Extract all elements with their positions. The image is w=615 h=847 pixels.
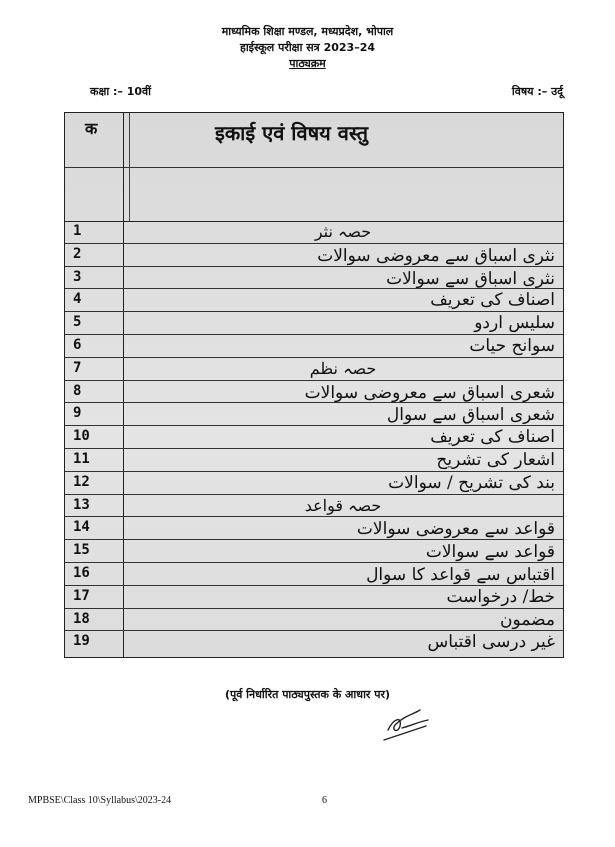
unit-content: اقتباس سے قواعد کا سوال: [366, 564, 555, 585]
unit-content: غیر درسی اقتباس: [427, 632, 555, 653]
header-column-divider: [129, 113, 130, 221]
row-number: 12: [73, 473, 90, 490]
table-row: [65, 244, 563, 267]
unit-content: سوانح حیات: [469, 335, 555, 356]
row-number: 13: [73, 496, 90, 513]
signature-icon: [380, 700, 440, 745]
row-number: 18: [73, 610, 90, 627]
row-number: 11: [73, 450, 90, 467]
table-row: [65, 495, 563, 518]
unit-content: نثری اسباق سے سوالات: [386, 268, 555, 289]
row-number: 5: [73, 314, 82, 331]
class-label: कक्षा :– 10वीं: [90, 85, 152, 98]
syllabus-title: पाठ्यक्रम: [289, 57, 326, 70]
row-number: 3: [73, 268, 82, 285]
table-row: [65, 540, 563, 563]
unit-content: قواعد سے سوالات: [425, 542, 555, 563]
unit-content: قواعد سے معروضی سوالات: [356, 519, 555, 540]
page-number: 6: [322, 795, 327, 806]
unit-content: بند کی تشریح / سوالات: [388, 472, 555, 493]
board-name: माध्यमिक शिक्षा मण्डल, मध्यप्रदेश, भोपाल: [221, 25, 394, 38]
table-row: [65, 609, 563, 632]
unit-content: اصناف کی تعریف: [430, 427, 555, 448]
unit-content: مضمون: [500, 609, 555, 630]
subject-label: विषय :– उर्दू: [511, 85, 563, 98]
table-row: [65, 221, 563, 244]
table-row: [65, 426, 563, 449]
footnote: (पूर्व निर्धारित पाठ्यपुस्तक के आधार पर): [224, 688, 391, 701]
row-number: 17: [73, 587, 90, 604]
section-heading: حصہ نثر: [314, 222, 372, 241]
table-row: [65, 312, 563, 335]
table-row: [65, 267, 563, 290]
row-number: 1: [73, 223, 82, 239]
row-number: 14: [73, 519, 90, 536]
row-number: 6: [73, 336, 82, 353]
row-number: 7: [73, 359, 82, 376]
number-column-header: क: [85, 119, 98, 138]
table-body: [65, 221, 563, 654]
row-number: 10: [73, 428, 90, 445]
table-header: [65, 113, 563, 222]
unit-content: شعری اسباق سے سوال: [386, 405, 555, 426]
section-heading: حصہ قواعد: [304, 495, 382, 515]
syllabus-table: [64, 112, 564, 658]
row-number: 16: [73, 564, 90, 581]
unit-content: اشعار کی تشریح: [436, 449, 555, 470]
table-row: [65, 586, 563, 609]
unit-content: شعری اسباق سے معروضی سوالات: [304, 382, 555, 403]
header-divider: [65, 167, 563, 168]
table-row: [65, 289, 563, 312]
table-row: [65, 358, 563, 381]
footer-path: MPBSE\Class 10\Syllabus\2023-24: [28, 795, 172, 806]
table-row: [65, 517, 563, 540]
table-row: [65, 449, 563, 472]
table-row: [65, 403, 563, 426]
row-number: 8: [73, 382, 82, 399]
unit-content: سلیس اردو: [474, 313, 555, 334]
table-row: [65, 472, 563, 495]
table-row: [65, 563, 563, 586]
content-column-header: इकाई एवं विषय वस्तु: [215, 121, 369, 145]
table-row: [65, 381, 563, 404]
row-number: 19: [73, 633, 90, 650]
row-number: 15: [73, 542, 90, 559]
row-number: 9: [73, 405, 82, 422]
unit-content: نثری اسباق سے معروضی سوالات: [317, 245, 555, 266]
exam-session: हाईस्कूल परीक्षा सत्र 2023–24: [239, 41, 376, 54]
row-number: 4: [73, 291, 82, 308]
table-row: [65, 335, 563, 358]
row-number: 2: [73, 245, 82, 262]
section-heading: حصہ نظم: [309, 358, 377, 378]
unit-content: اصناف کی تعریف: [430, 290, 555, 311]
table-row: [65, 631, 563, 654]
unit-content: خط/ درخواست: [446, 586, 555, 607]
